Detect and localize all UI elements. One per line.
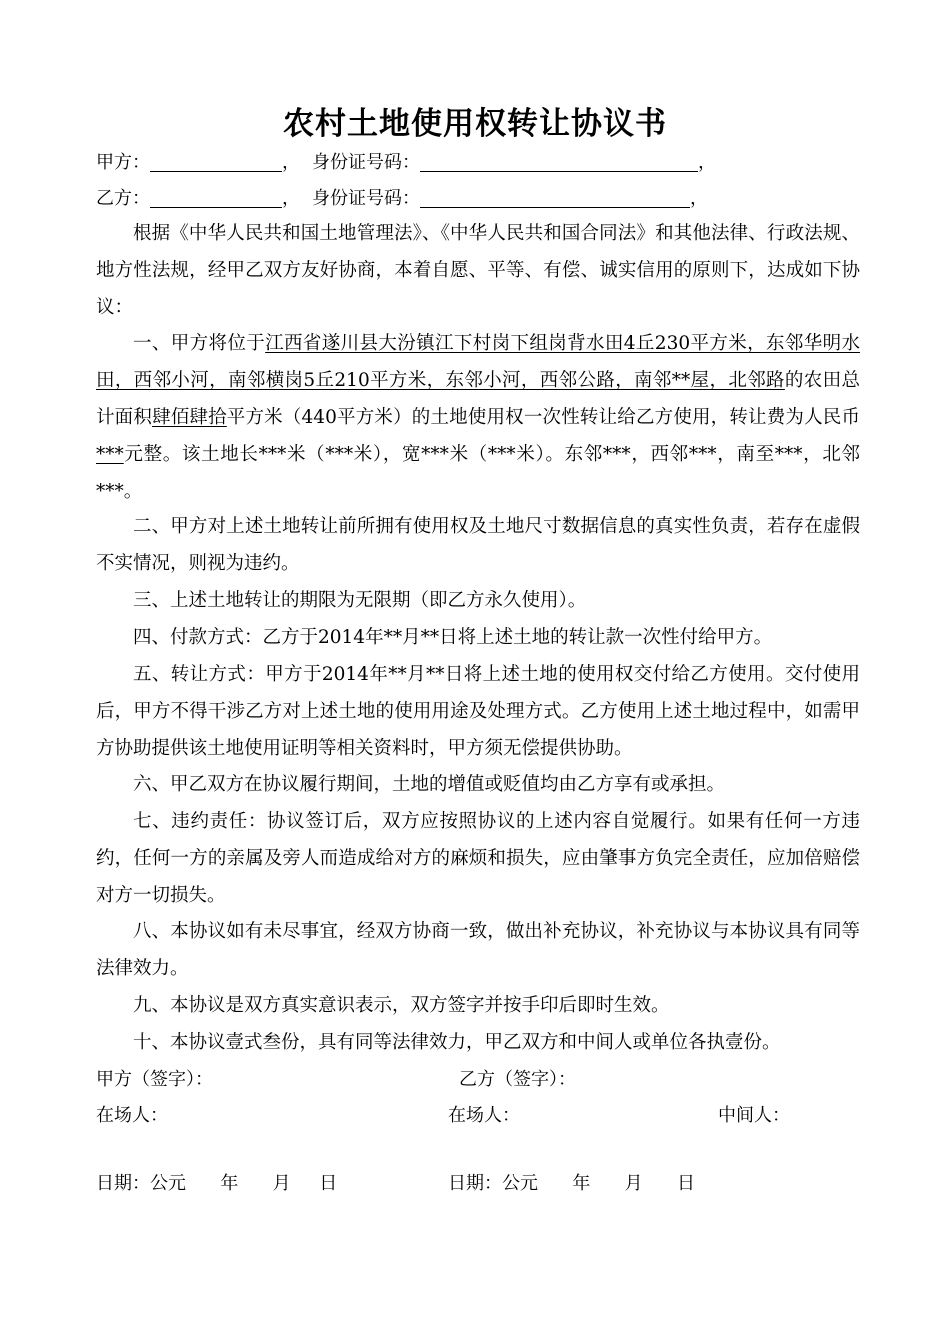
clause-1-text-d: 元整。该土地长***米（***米），宽***米（***米）。东邻***，西邻***，南至***，北邻***。 [96, 444, 860, 502]
date-left-label: 日期：公元 年 月 日 [96, 1173, 338, 1194]
witness-right-label: 在场人： [448, 1105, 520, 1126]
middleman-label: 中间人： [718, 1105, 790, 1126]
witness-left-label: 在场人： [96, 1105, 168, 1126]
clause-10-paragraph: 十、本协议壹式叁份，具有同等法律效力，甲乙双方和中间人或单位各执壹份。 [133, 1032, 781, 1053]
party-a-id-label: 身份证号码： [312, 152, 420, 173]
party-a-id-blank[interactable] [420, 147, 698, 172]
party-a-end: ， [698, 152, 716, 173]
clause-1-text-a: 一、甲方将位于 [133, 333, 266, 354]
party-a-name-blank[interactable] [150, 147, 282, 172]
document-title: 农村土地使用权转让协议书 [283, 106, 667, 142]
clause-1-area: 肆佰肆拾 [152, 407, 227, 428]
clause-5-paragraph: 五、转让方式：甲方于2014年**月**日将上述土地的使用权交付给乙方使用。交付使用后，甲方不得干涉乙方对上述土地的使用用途及处理方式。乙方使用上述土地过程中，如需甲方协助提供该土地使用证明等相关资料时，甲方须无偿提供协助。 [96, 664, 860, 759]
clause-7-paragraph: 七、违约责任：协议签订后，双方应按照协议的上述内容自觉履行。如果有任何一方违约，任何一方的亲属及旁人而造成给对方的麻烦和损失，应由肇事方负完全责任，应加倍赔偿对方一切损失。 [96, 811, 860, 906]
preamble-paragraph: 根据《中华人民共和国土地管理法》、《中华人民共和国合同法》和其他法律、行政法规、地方性法规，经甲乙双方友好协商，本着自愿、平等、有偿、诚实信用的原则下，达成如下协议： [96, 223, 860, 318]
party-b-label: 乙方： [96, 188, 150, 209]
clause-1-location: 江西省遂川县大汾镇江下村岗下组岗背水田4丘230平方米，东邻华明水田，西邻小河，南邻横岗5丘210平方米，东邻小河，西邻公路，南邻**屋，北邻路 [96, 333, 860, 391]
clause-6-paragraph: 六、甲乙双方在协议履行期间，土地的增值或贬值均由乙方享有或承担。 [133, 774, 726, 795]
party-b-end: ， [690, 188, 708, 209]
clause-3-paragraph: 三、上述土地转让的期限为无限期（即乙方永久使用）。 [133, 590, 587, 611]
party-b-name-blank[interactable] [150, 183, 282, 208]
party-b-line [96, 181, 708, 217]
clause-2-paragraph: 二、甲方对上述土地转让前所拥有使用权及土地尺寸数据信息的真实性负责，若存在虚假不实情况，则视为违约。 [96, 516, 860, 574]
party-b-id-blank[interactable] [420, 183, 690, 208]
clause-1-text-b: 的农田总计面积 [96, 370, 860, 428]
clause-4-paragraph: 四、付款方式：乙方于2014年**月**日将上述土地的转让款一次性付给甲方。 [133, 627, 773, 648]
party-b-sep: ， [282, 188, 300, 209]
clause-1-price: *** [96, 444, 124, 465]
party-b-id-label: 身份证号码： [312, 188, 420, 209]
party-a-sep: ， [282, 152, 300, 173]
party-a-signature-label: 甲方（签字）： [96, 1069, 213, 1090]
clause-1-paragraph [96, 325, 860, 510]
clause-1-text-c: 平方米（440平方米）的土地使用权一次性转让给乙方使用，转让费为人民币 [226, 407, 860, 428]
clause-8-paragraph: 八、本协议如有未尽事宜，经双方协商一致，做出补充协议，补充协议与本协议具有同等法律效力。 [96, 921, 860, 979]
party-a-line [96, 145, 716, 181]
clause-9-paragraph: 九、本协议是双方真实意识表示，双方签字并按手印后即时生效。 [133, 995, 670, 1016]
party-b-signature-label: 乙方（签字）： [459, 1069, 576, 1090]
party-a-label: 甲方： [96, 152, 150, 173]
date-right-label: 日期：公元 年 月 日 [448, 1173, 695, 1194]
